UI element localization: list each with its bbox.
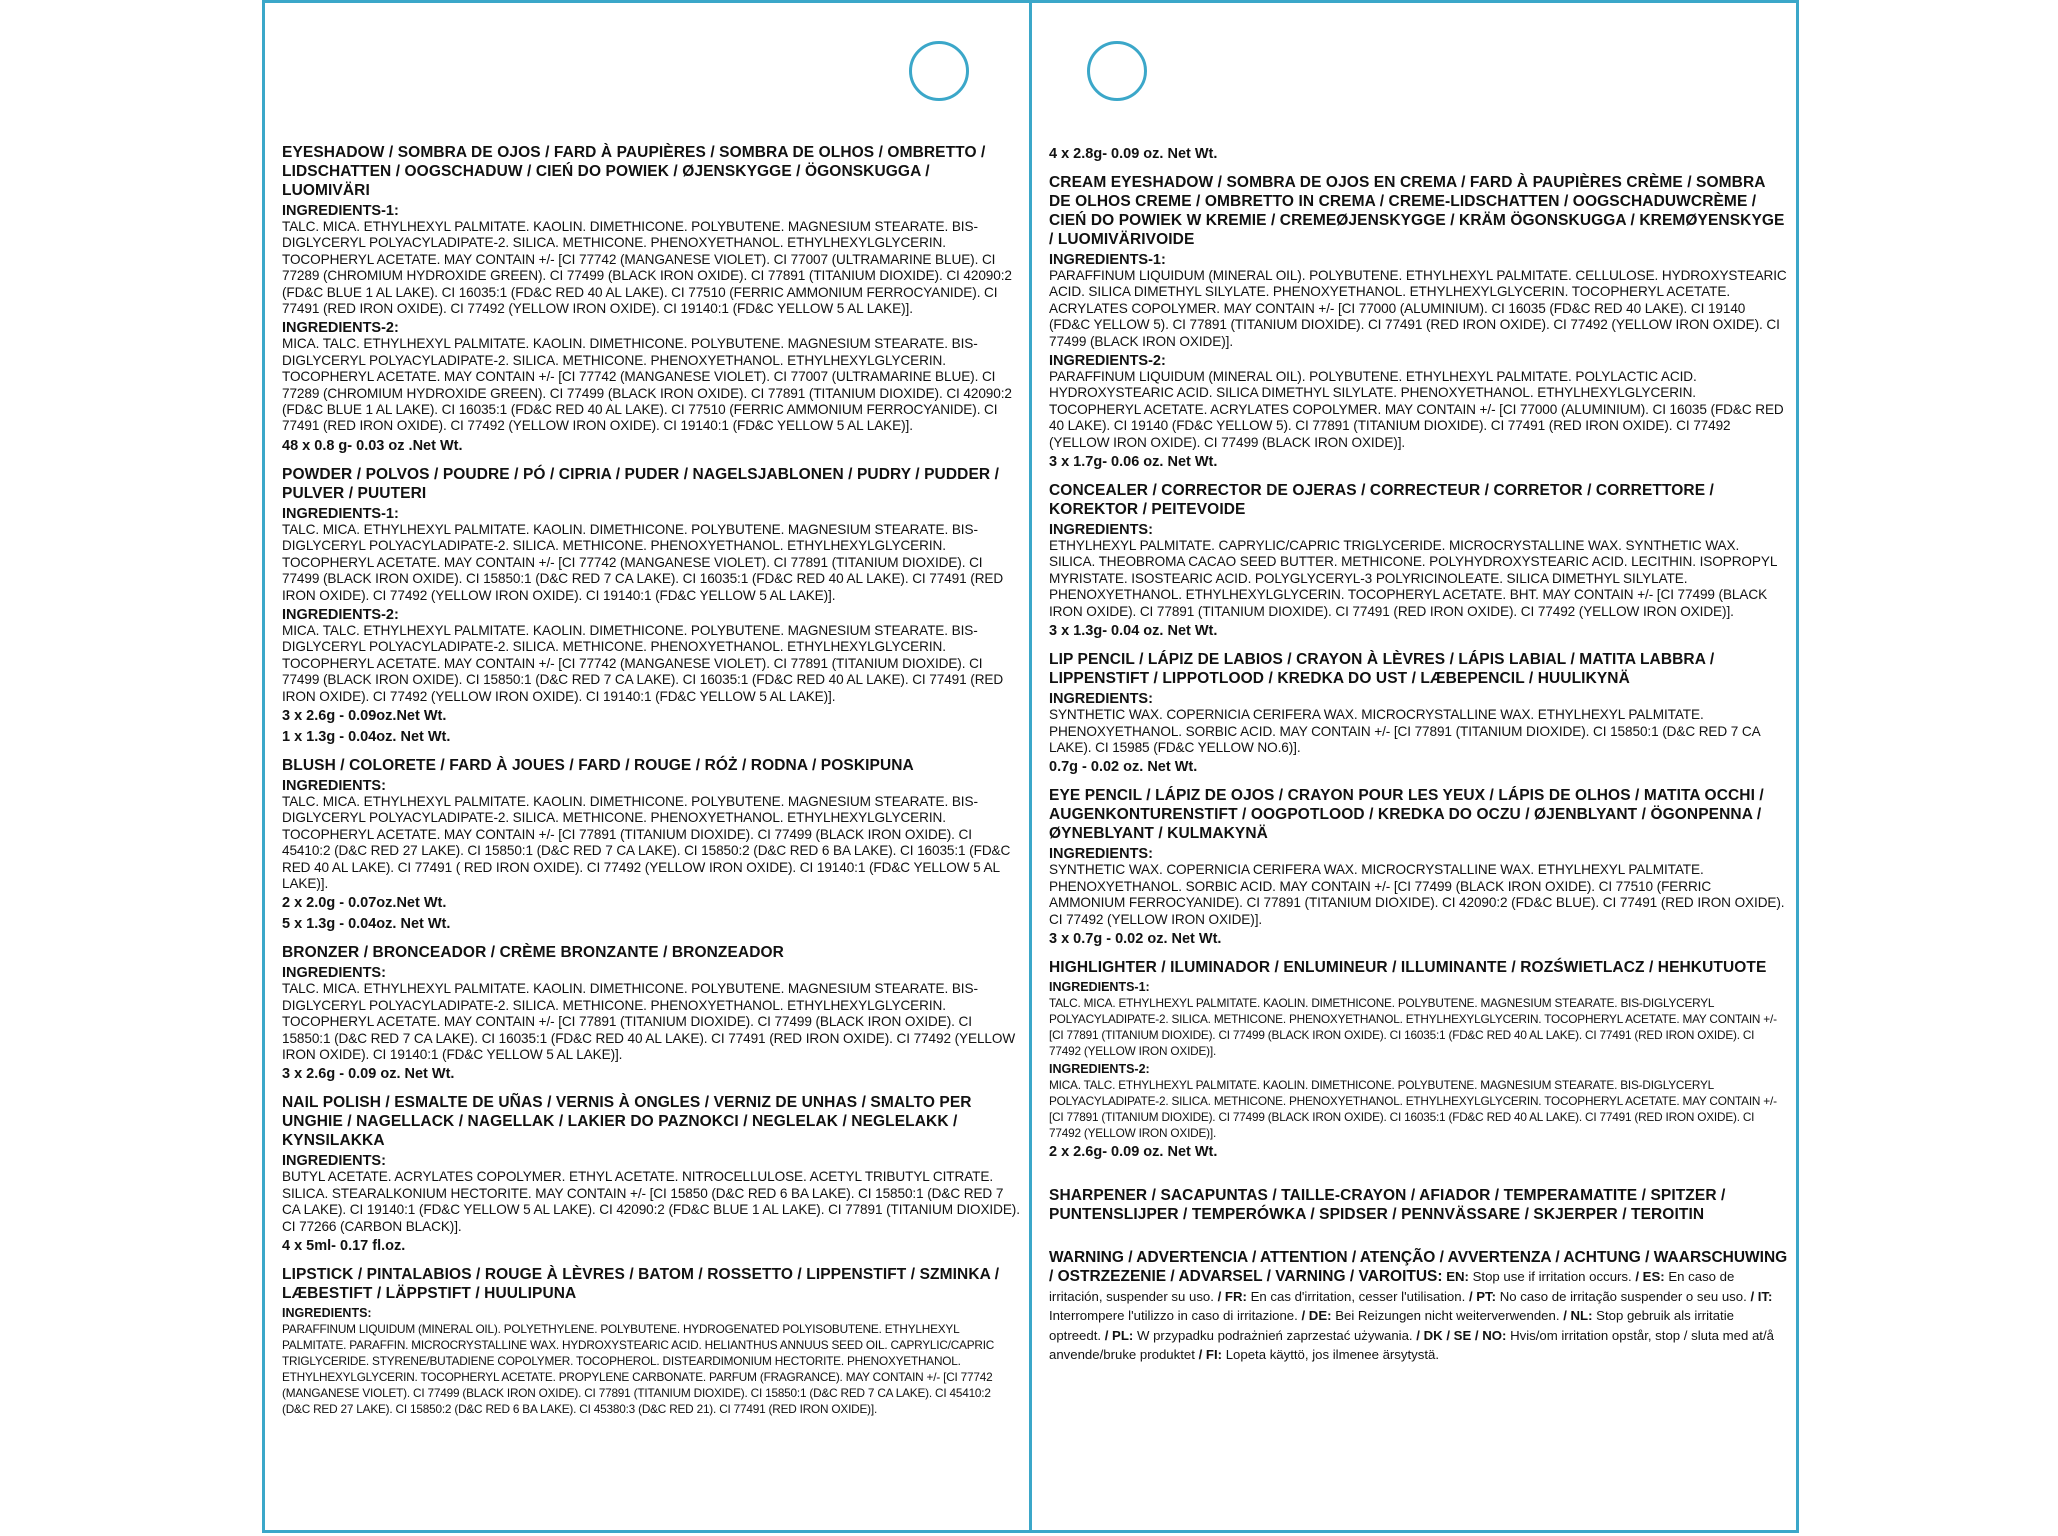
section-title: HIGHLIGHTER / ILUMINADOR / ENLUMINEUR / ILLUMINANTE / ROZŚWIETLACZ / HEHKUTUOTE <box>1049 958 1767 976</box>
lang-code-es: / ES: <box>1635 1269 1665 1285</box>
warning-de: Bei Reizungen nicht weiterverwenden. <box>1335 1308 1560 1324</box>
ingredients-text: TALC. MICA. ETHYLHEXYL PALMITATE. KAOLIN. DIMETHICONE. POLYBUTENE. MAGNESIUM STEARATE. BIS-DIGLYCERYL POLYACYLADIPATE-2. SILICA. METHICONE. PHENOXYETHANOL. ETHYLHEXYLGLYCERIN. TOCOPHERYL ACETATE. MAY CONTAIN +/- [CI 77891 (TITANIUM DIOXIDE). CI 77499 (BLACK IRON OXIDE). CI 45410:2 (D&C RED 27 LAKE). CI 15850:1 (D&C RED 7 CA LAKE). CI 15850:2 (D&C RED 6 BA LAKE). CI 16035:1 (FD&C RED 40 AL LAKE). CI 77491 ( RED IRON OXIDE). CI 77492 (YELLOW IRON OXIDE). CI 19140:1 (FD&C YELLOW 5 AL LAKE)]. <box>282 793 1011 891</box>
ingredients-text: TALC. MICA. ETHYLHEXYL PALMITATE. KAOLIN. DIMETHICONE. POLYBUTENE. MAGNESIUM STEARATE. BIS-DIGLYCERYL POLYACYLADIPATE-2. SILICA. METHICONE. PHENOXYETHANOL. ETHYLHEXYLGLYCERIN. TOCOPHERYL ACETATE. MAY CONTAIN +/- [CI 77742 (MANGANESE VIOLET). CI 77007 (ULTRAMARINE BLUE). CI 77289 (CHROMIUM HYDROXIDE GREEN). CI 77499 (BLACK IRON OXIDE). CI 77891 (TITANIUM DIOXIDE). CI 42090:2 (FD&C BLUE 1 AL LAKE). CI 16035:1 (FD&C RED 40 AL LAKE). CI 77510 (FERRIC AMMONIUM FERROCYANIDE). CI 77491 (RED IRON OXIDE). CI 77492 (YELLOW IRON OXIDE). CI 19140:1 (FD&C YELLOW 5 AL LAKE)]. <box>282 219 1012 317</box>
ingredients-text: MICA. TALC. ETHYLHEXYL PALMITATE. KAOLIN. DIMETHICONE. POLYBUTENE. MAGNESIUM STEARATE. BIS-DIGLYCERYL POLYACYLADIPATE-2. SILICA. METHICONE. PHENOXYETHANOL. ETHYLHEXYLGLYCERIN. TOCOPHERYL ACETATE. MAY CONTAIN +/- [CI 77891 (TITANIUM DIOXIDE). CI 77499 (BLACK IRON OXIDE). CI 16035:1 (FD&C RED 40 AL LAKE). CI 77491 (RED IRON OXIDE). CI 77492 (YELLOW IRON OXIDE)]. <box>1049 1077 1777 1140</box>
section-title: SHARPENER / SACAPUNTAS / TAILLE-CRAYON / AFIADOR / TEMPERAMATITE / SPITZER / PUNTENSLIJPER / TEMPERÓWKA / SPIDSER / PENNVÄSSARE / SKJERPER / TEROITIN <box>1049 1186 1726 1223</box>
net-weight: 3 x 0.7g - 0.02 oz. Net Wt. <box>1049 930 1222 947</box>
net-weight: 48 x 0.8 g- 0.03 oz .Net Wt. <box>282 437 463 454</box>
net-weight: 3 x 2.6g - 0.09oz.Net Wt. <box>282 707 447 724</box>
ingredients-label: INGREDIENTS-2: <box>1049 353 1166 370</box>
ingredients-text: SYNTHETIC WAX. COPERNICIA CERIFERA WAX. MICROCRYSTALLINE WAX. ETHYLHEXYL PALMITATE. PHENOXYETHANOL. SORBIC ACID. MAY CONTAIN +/- [CI 77499 (BLACK IRON OXIDE). CI 77510 (FERRIC AMMONIUM FERROCYANIDE). CI 77891 (TITANIUM DIOXIDE). CI 42090:2 (FD&C BLUE). CI 77491 (RED IRON OXIDE). CI 77492 (YELLOW IRON OXIDE)]. <box>1049 862 1785 927</box>
lang-code-de: / DE: <box>1301 1308 1332 1324</box>
ingredients-text: ETHYLHEXYL PALMITATE. CAPRYLIC/CAPRIC TRIGLYCERIDE. MICROCRYSTALLINE WAX. SYNTHETIC WAX. SILICA. THEOBROMA CACAO SEED BUTTER. METHICONE. POLYHYDROXYSTEARIC ACID. LECITHIN. ISOPROPYL MYRISTATE. ISOSTEARIC ACID. POLYGLYCERYL-3 POLYRICINOLEATE. SILICA DIMETHYL SILYLATE. PHENOXYETHANOL. ETHYLHEXYLGLYCERIN. TOCOPHERYL ACETATE. BHT. MAY CONTAIN +/- [CI 77499 (BLACK IRON OXIDE). CI 77891 (TITANIUM DIOXIDE). CI 77491 (RED IRON OXIDE). CI 77492 (YELLOW IRON OXIDE)]. <box>1049 538 1777 619</box>
section-title: CONCEALER / CORRECTOR DE OJERAS / CORRECTEUR / CORRETOR / CORRETTORE / KOREKTOR / PEITEVOIDE <box>1049 482 1714 519</box>
ingredients-label: INGREDIENTS: <box>282 1306 372 1321</box>
ingredients-label: INGREDIENTS-2: <box>1049 1061 1150 1076</box>
warning-nl: Stop gebruik als irritatie optreedt. <box>1049 1308 1734 1343</box>
ingredients-label: INGREDIENTS: <box>282 965 386 982</box>
section-lipstick <box>282 1265 1021 1417</box>
warning-dk-se-no: Hvis/om irritation opstår, stop / sluta med at/å anvende/bruke produktet <box>1049 1327 1774 1363</box>
ingredients-text: MICA. TALC. ETHYLHEXYL PALMITATE. KAOLIN. DIMETHICONE. POLYBUTENE. MAGNESIUM STEARATE. BIS-DIGLYCERYL POLYACYLADIPATE-2. SILICA. METHICONE. PHENOXYETHANOL. ETHYLHEXYLGLYCERIN. TOCOPHERYL ACETATE. MAY CONTAIN +/- [CI 77742 (MANGANESE VIOLET). CI 77007 (ULTRAMARINE BLUE). CI 77289 (CHROMIUM HYDROXIDE GREEN). CI 77499 (BLACK IRON OXIDE). CI 77891 (TITANIUM DIOXIDE). CI 42090:2 (FD&C BLUE 1 AL LAKE). CI 16035:1 (FD&C RED 40 AL LAKE). CI 77510 (FERRIC AMMONIUM FERROCYANIDE). CI 77491 (RED IRON OXIDE). CI 77492 (YELLOW IRON OXIDE). CI 19140:1 (FD&C YELLOW 5 AL LAKE)]. <box>282 336 1012 434</box>
ingredients-text: SYNTHETIC WAX. COPERNICIA CERIFERA WAX. MICROCRYSTALLINE WAX. ETHYLHEXYL PALMITATE. PHENOXYETHANOL. SORBIC ACID. MAY CONTAIN +/- [CI 77891 (TITANIUM DIOXIDE). CI 15850:1 (D&C RED 7 CA LAKE). CI 15985 (FD&C YELLOW NO.6)]. <box>1049 707 1760 755</box>
net-weight: 3 x 2.6g - 0.09 oz. Net Wt. <box>282 1066 455 1083</box>
lang-code-dk-se-no: / DK / SE / NO: <box>1416 1327 1507 1343</box>
warning-it: Interrompere l'utilizzo in caso di irritazione. <box>1049 1308 1298 1324</box>
lang-code-fi: / FI: <box>1198 1347 1223 1363</box>
warning-text <box>1049 1248 1788 1365</box>
warning-fr: En cas d'irritation, cesser l'utilisation. <box>1250 1288 1466 1304</box>
ingredients-label: INGREDIENTS-2: <box>282 320 399 337</box>
warning-title: WARNING / ADVERTENCIA / ATTENTION / ATENÇÃO / AVVERTENZA / ACHTUNG / WAARSCHUWING / OSTRZEZENIE / ADVARSEL / VARNING / VAROITUS: <box>1049 1248 1788 1286</box>
ingredients-label: INGREDIENTS: <box>1049 691 1153 708</box>
section-concealer <box>1049 481 1788 641</box>
lang-code-nl: / NL: <box>1563 1308 1593 1324</box>
ingredients-label: INGREDIENTS: <box>1049 522 1153 539</box>
section-highlighter <box>1049 958 1788 1162</box>
net-weight: 4 x 2.8g- 0.09 oz. Net Wt. <box>1049 146 1218 162</box>
warning-pl: W przypadku podrażnień zaprzestać używania. <box>1136 1327 1413 1343</box>
net-weight: 1 x 1.3g - 0.04oz. Net Wt. <box>282 728 451 745</box>
section-title: LIP PENCIL / LÁPIZ DE LABIOS / CRAYON À LÈVRES / LÁPIS LABIAL / MATITA LABBRA / LIPPENSTIFT / LIPPOTLOOD / KREDKA DO UST / LÆBEPENCIL / HUULIKYNÄ <box>1049 651 1715 688</box>
ingredients-text: BUTYL ACETATE. ACRYLATES COPOLYMER. ETHYL ACETATE. NITROCELLULOSE. ACETYL TRIBUTYL CITRATE. SILICA. STEARALKONIUM HECTORITE. MAY CONTAIN +/- [CI 15850 (D&C RED 6 BA LAKE). CI 15850:1 (D&C RED 7 CA LAKE). CI 19140:1 (FD&C YELLOW 5 AL LAKE). CI 42090:2 (FD&C BLUE 1 AL LAKE). CI 77891 (TITANIUM DIOXIDE). CI 77266 (CARBON BLACK)]. <box>282 1169 1020 1234</box>
warning-fi: Lopeta käyttö, jos ilmenee ärsytystä. <box>1225 1347 1440 1363</box>
ingredients-label: INGREDIENTS: <box>1049 846 1153 863</box>
section-cream-eyeshadow <box>1049 173 1788 472</box>
top-weight-block <box>1049 145 1788 164</box>
section-powder <box>282 465 1021 747</box>
right-column <box>1049 143 1788 1374</box>
lang-code-it: / IT: <box>1750 1288 1773 1304</box>
section-nail-polish <box>282 1093 1021 1256</box>
ingredients-label: INGREDIENTS-1: <box>282 505 399 522</box>
section-title: CREAM EYESHADOW / SOMBRA DE OJOS EN CREMA / FARD À PAUPIÈRES CRÈME / SOMBRA DE OLHOS CREME / OMBRETTO IN CREMA / CREME-LIDSCHATTEN / OOGSCHADUWCRÈME / CIEŃ DO POWIEK W KREMIE / CREMEØJENSKYGGE / KRÄM ÖGONSKUGGA / KREMØYENSKYGE / LUOMIVÄRIVOIDE <box>1049 174 1785 248</box>
section-lip-pencil <box>1049 650 1788 777</box>
net-weight: 5 x 1.3g - 0.04oz. Net Wt. <box>282 916 451 933</box>
ingredients-text: PARAFFINUM LIQUIDUM (MINERAL OIL). POLYETHYLENE. POLYBUTENE. HYDROGENATED POLYISOBUTENE. ETHYLHEXYL PALMITATE. PARAFFIN. MICROCRYSTALLINE WAX. HYDROXYSTEARIC ACID. HELIANTHUS ANNUUS SEED OIL. CAPRYLIC/CAPRIC TRIGLYCERIDE. STYRENE/BUTADIENE COPOLYMER. TOCOPHEROL. DISTEARDIMONIUM HECTORITE. PHENOXYETHANOL. ETHYLHEXYLGLYCERIN. TOCOPHERYL ACETATE. PROPYLENE CARBONATE. PARFUM (FRAGRANCE). MAY CONTAIN +/- [CI 77742 (MANGANESE VIOLET). CI 77499 (BLACK IRON OXIDE). CI 77891 (TITANIUM DIOXIDE). CI 15850:1 (D&C RED 7 CA LAKE). CI 45410:2 (D&C RED 27 LAKE). CI 15850:2 (D&C RED 6 BA LAKE). CI 45380:3 (D&C RED 21). CI 77491 (RED IRON OXIDE)]. <box>282 1322 995 1417</box>
ingredients-label: INGREDIENTS: <box>282 777 386 794</box>
ingredients-text: TALC. MICA. ETHYLHEXYL PALMITATE. KAOLIN. DIMETHICONE. POLYBUTENE. MAGNESIUM STEARATE. BIS-DIGLYCERYL POLYACYLADIPATE-2. SILICA. METHICONE. PHENOXYETHANOL. ETHYLHEXYLGLYCERIN. TOCOPHERYL ACETATE. MAY CONTAIN +/- [CI 77742 (MANGANESE VIOLET). CI 77891 (TITANIUM DIOXIDE). CI 77499 (BLACK IRON OXIDE). CI 15850:1 (D&C RED 7 CA LAKE). CI 16035:1 (FD&C RED 40 AL LAKE). CI 77491 (RED IRON OXIDE). CI 77492 (YELLOW IRON OXIDE). CI 19140:1 (FD&C YELLOW 5 AL LAKE)]. <box>282 521 1004 603</box>
section-sharpener <box>1049 1186 1788 1224</box>
warning-en: Stop use if irritation occurs. <box>1472 1269 1632 1285</box>
ingredients-label: INGREDIENTS-2: <box>282 606 399 623</box>
ingredients-text: TALC. MICA. ETHYLHEXYL PALMITATE. KAOLIN. DIMETHICONE. POLYBUTENE. MAGNESIUM STEARATE. BIS-DIGLYCERYL POLYACYLADIPATE-2. SILICA. METHICONE. PHENOXYETHANOL. ETHYLHEXYLGLYCERIN. TOCOPHERYL ACETATE. MAY CONTAIN +/- [CI 77891 (TITANIUM DIOXIDE). CI 77499 (BLACK IRON OXIDE). CI 15850:1 (D&C RED 7 CA LAKE). CI 16035:1 (FD&C RED 40 AL LAKE). CI 77491 (RED IRON OXIDE). CI 77492 (YELLOW IRON OXIDE). CI 19140:1 (FD&C YELLOW 5 AL LAKE)]. <box>282 981 1016 1062</box>
hang-hole-right <box>1087 41 1147 101</box>
section-title: NAIL POLISH / ESMALTE DE UÑAS / VERNIS À ONGLES / VERNIZ DE UNHAS / SMALTO PER UNGHIE / NAGELLACK / NAGELLAK / LAKIER DO PAZNOKCI / NEGLELAK / NEGLELAKK / KYNSILAKKA <box>282 1094 972 1150</box>
left-label-panel <box>262 0 1032 1533</box>
ingredients-text: MICA. TALC. ETHYLHEXYL PALMITATE. KAOLIN. DIMETHICONE. POLYBUTENE. MAGNESIUM STEARATE. BIS-DIGLYCERYL POLYACYLADIPATE-2. SILICA. METHICONE. PHENOXYETHANOL. ETHYLHEXYLGLYCERIN. TOCOPHERYL ACETATE. MAY CONTAIN +/- [CI 77742 (MANGANESE VIOLET). CI 77891 (TITANIUM DIOXIDE). CI 77499 (BLACK IRON OXIDE). CI 15850:1 (D&C RED 7 CA LAKE). CI 16035:1 (FD&C RED 40 AL LAKE). CI 77491 (RED IRON OXIDE). CI 77492 (YELLOW IRON OXIDE). CI 19140:1 (FD&C YELLOW 5 AL LAKE)]. <box>282 622 1004 704</box>
section-title: LIPSTICK / PINTALABIOS / ROUGE À LÈVRES / BATOM / ROSSETTO / LIPPENSTIFT / SZMINKA / LÆBESTIFT / LÄPPSTIFT / HUULIPUNA <box>282 1266 1000 1303</box>
section-title: EYESHADOW / SOMBRA DE OJOS / FARD À PAUPIÈRES / SOMBRA DE OLHOS / OMBRETTO / LIDSCHATTEN / OOGSCHADUW / CIEŃ DO POWIEK / ØJENSKYGGE / ÖGONSKUGGA / LUOMIVÄRI <box>282 144 986 199</box>
section-eyeshadow <box>282 143 1021 456</box>
section-title: BLUSH / COLORETE / FARD À JOUES / FARD / ROUGE / RÓŻ / RODNA / POSKIPUNA <box>282 756 914 774</box>
hang-hole-left <box>909 41 969 101</box>
net-weight: 2 x 2.6g- 0.09 oz. Net Wt. <box>1049 1143 1218 1160</box>
section-bronzer <box>282 943 1021 1084</box>
net-weight: 3 x 1.3g- 0.04 oz. Net Wt. <box>1049 623 1218 640</box>
section-title: BRONZER / BRONCEADOR / CRÈME BRONZANTE / BRONZEADOR <box>282 944 784 962</box>
net-weight: 3 x 1.7g- 0.06 oz. Net Wt. <box>1049 454 1218 471</box>
ingredients-label: INGREDIENTS: <box>282 1153 386 1170</box>
section-warning <box>1049 1248 1788 1365</box>
warning-es: En caso de irritación, suspender su uso. <box>1049 1269 1735 1304</box>
section-eye-pencil <box>1049 786 1788 949</box>
lang-code-pt: / PT: <box>1468 1288 1497 1304</box>
lang-code-pl: / PL: <box>1104 1327 1134 1343</box>
lang-code-en: EN: <box>1446 1269 1469 1285</box>
right-label-panel <box>1029 0 1799 1533</box>
ingredients-text: PARAFFINUM LIQUIDUM (MINERAL OIL). POLYBUTENE. ETHYLHEXYL PALMITATE. POLYLACTIC ACID. HYDROXYSTEARIC ACID. SILICA DIMETHYL SILYLATE. PHENOXYETHANOL. ETHYLHEXYLGLYCERIN. TOCOPHERYL ACETATE. ACRYLATES COPOLYMER. MAY CONTAIN +/- [CI 77000 (ALUMINIUM). CI 16035 (FD&C RED 40 LAKE). CI 19140 (FD&C YELLOW 5). CI 77891 (TITANIUM DIOXIDE). CI 77491 (RED IRON OXIDE). CI 77492 (YELLOW IRON OXIDE). CI 77499 (BLACK IRON OXIDE)]. <box>1049 369 1784 450</box>
section-blush <box>282 756 1021 934</box>
ingredients-label: INGREDIENTS-1: <box>282 203 399 219</box>
section-title: EYE PENCIL / LÁPIZ DE OJOS / CRAYON POUR LES YEUX / LÁPIS DE OLHOS / MATITA OCCHI / AUGENKONTURENSTIFT / OOGPOTLOOD / KREDKA DO OCZU / ØJENBLYANT / ÖGONPENNA / ØYNEBLYANT / KULMAKYNÄ <box>1049 787 1764 843</box>
left-column <box>282 143 1021 1426</box>
ingredients-text: TALC. MICA. ETHYLHEXYL PALMITATE. KAOLIN. DIMETHICONE. POLYBUTENE. MAGNESIUM STEARATE. BIS-DIGLYCERYL POLYACYLADIPATE-2. SILICA. METHICONE. PHENOXYETHANOL. ETHYLHEXYLGLYCERIN. TOCOPHERYL ACETATE. MAY CONTAIN +/- [CI 77891 (TITANIUM DIOXIDE). CI 77499 (BLACK IRON OXIDE). CI 16035:1 (FD&C RED 40 AL LAKE). CI 77491 (RED IRON OXIDE). CI 77492 (YELLOW IRON OXIDE)]. <box>1049 995 1777 1058</box>
net-weight: 0.7g - 0.02 oz. Net Wt. <box>1049 759 1198 776</box>
ingredients-text: PARAFFINUM LIQUIDUM (MINERAL OIL). POLYBUTENE. ETHYLHEXYL PALMITATE. CELLULOSE. HYDROXYSTEARIC ACID. SILICA DIMETHYL SILYLATE. PHENOXYETHANOL. ETHYLHEXYLGLYCERIN. TOCOPHERYL ACETATE. ACRYLATES COPOLYMER. MAY CONTAIN +/- [CI 77000 (ALUMINIUM). CI 16035 (FD&C RED 40 LAKE). CI 19140 (FD&C YELLOW 5). CI 77891 (TITANIUM DIOXIDE). CI 77491 (RED IRON OXIDE). CI 77492 (YELLOW IRON OXIDE). CI 77499 (BLACK IRON OXIDE)]. <box>1049 268 1787 349</box>
warning-pt: No caso de irritação suspender o seu uso. <box>1499 1288 1747 1304</box>
lang-code-fr: / FR: <box>1217 1288 1247 1304</box>
ingredients-label: INGREDIENTS-1: <box>1049 979 1150 994</box>
net-weight: 2 x 2.0g - 0.07oz.Net Wt. <box>282 895 447 912</box>
ingredients-label: INGREDIENTS-1: <box>1049 252 1166 268</box>
section-title: POWDER / POLVOS / POUDRE / PÓ / CIPRIA / PUDER / NAGELSJABLONEN / PUDRY / PUDDER / PULVER / PUUTERI <box>282 465 999 502</box>
net-weight: 4 x 5ml- 0.17 fl.oz. <box>282 1238 406 1255</box>
